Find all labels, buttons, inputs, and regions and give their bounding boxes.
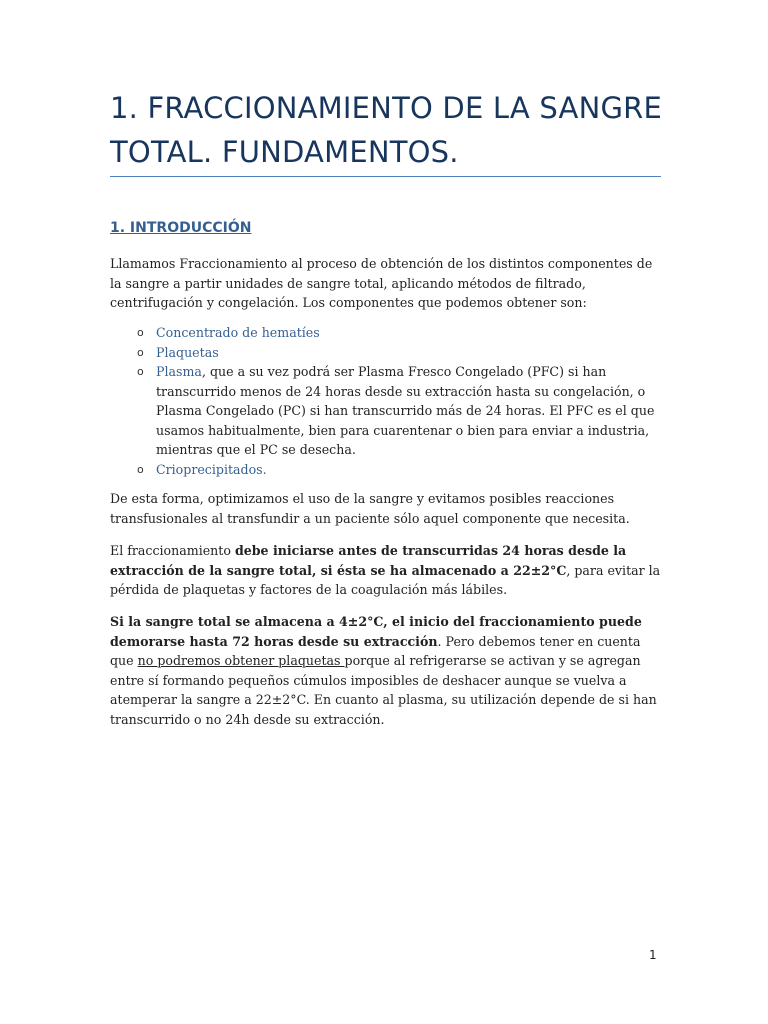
title-underline-rule xyxy=(110,176,661,177)
paragraph-bold-text: Si la sangre total se almacena a 4±2°C, el inicio del fraccionamiento puede demorarse hasta 72 horas desde su extracción xyxy=(110,614,642,649)
paragraph-storage-4c xyxy=(110,612,662,729)
list-item xyxy=(110,460,662,480)
intro-paragraph: Llamamos Fraccionamiento al proceso de obtención de los distintos componentes de la sangre a partir unidades de sangre total, aplicando métodos de filtrado, centrifugación y congelación. Los componentes que podemos obtener son: xyxy=(110,256,653,310)
paragraph-text: , para evitar la pérdida de plaquetas y factores de la coagulación más lábiles. xyxy=(110,562,661,597)
list-item xyxy=(110,343,662,363)
list-item xyxy=(110,362,662,460)
list-item-text: , que a su vez podrá ser Plasma Fresco Congelado (PFC) si han transcurrido menos de 24 horas desde su extracción hasta su congelación, o Plasma Congelado (PC) si han transcurrido más de 24 horas. El PFC es el que usamos habitualmente, bien para cuarentenar o bien para enviar a industria, mientras que el PC se desecha. xyxy=(156,364,655,457)
section-heading: 1. INTRODUCCIÓN xyxy=(110,220,252,236)
paragraph-bold-text: debe iniciarse antes de transcurridas 24 horas desde la extracción de la sangre total, si ésta se ha almacenado a 22±2°C xyxy=(110,543,627,578)
list-item-term: Concentrado de hematíes xyxy=(156,325,320,340)
paragraph-text: porque al refrigerarse se activan y se agregan entre sí formando pequeños cúmulos imposibles de deshacer aunque se vuelva a atemperar la sangre a 22±2°C. En cuanto al plasma, su utilización depende de si han transcurrido o no 24h desde su extracción. xyxy=(110,653,657,727)
list-item xyxy=(110,323,662,343)
paragraph-text: . Pero debemos tener en cuenta que xyxy=(110,633,641,668)
bullet-icon: o xyxy=(137,462,144,476)
paragraph-optimization: De esta forma, optimizamos el uso de la sangre y evitamos posibles reacciones transfusionales al transfundir a un paciente sólo aquel componente que necesita. xyxy=(110,491,630,526)
components-list xyxy=(110,323,662,479)
bullet-icon: o xyxy=(137,345,144,359)
bullet-icon: o xyxy=(137,326,144,339)
bullet-icon: o xyxy=(137,365,144,378)
paragraph-fractionation-timing xyxy=(110,541,662,600)
list-item-term: Crioprecipitados. xyxy=(156,461,267,477)
page-title: 1. FRACCIONAMIENTO DE LA SANGRE TOTAL. FUNDAMENTOS. xyxy=(110,91,663,169)
paragraph-text: El fraccionamiento xyxy=(110,543,235,558)
list-item-term: Plaquetas xyxy=(156,344,219,360)
paragraph-underlined-text: no podremos obtener plaquetas xyxy=(137,653,345,668)
page-number: 1 xyxy=(649,948,657,962)
list-item-term: Plasma xyxy=(156,364,202,379)
